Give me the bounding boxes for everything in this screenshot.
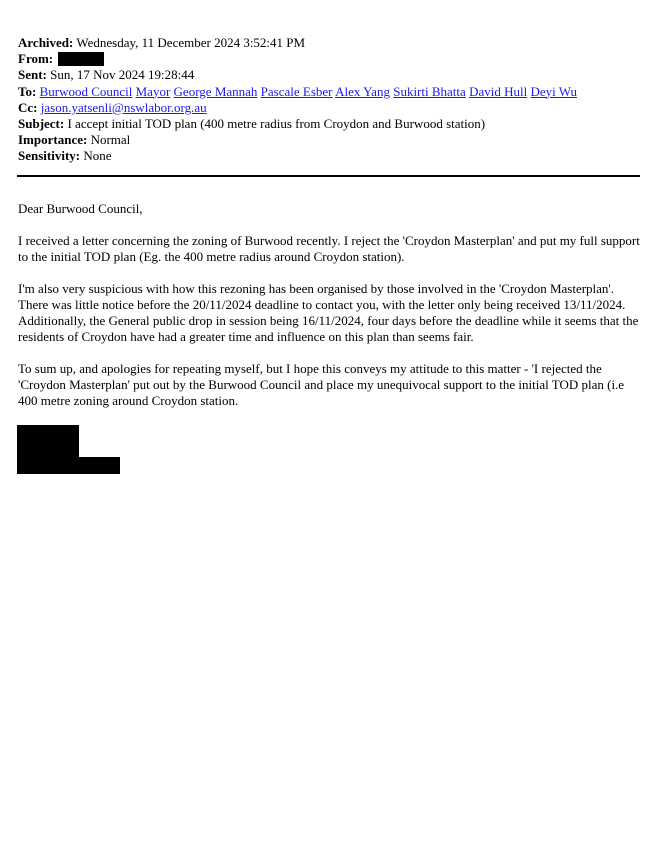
archived-label: Archived: [18, 35, 74, 50]
body-paragraph: I received a letter concerning the zoning of Burwood recently. I reject the 'Croydon Masterplan' and put my full support to the initial TOD plan (Eg. the 400 metre radius around Croydon station). [18, 233, 640, 264]
archived-value: Wednesday, 11 December 2024 3:52:41 PM [76, 35, 306, 50]
recipient-alex-yang[interactable]: Alex Yang [335, 83, 390, 99]
sent-row [18, 67, 648, 83]
to-label: To: [18, 83, 37, 99]
cc-row [18, 100, 648, 116]
recipient-mayor[interactable]: Mayor [135, 83, 171, 99]
recipient-burwood-council[interactable]: Burwood Council [39, 83, 133, 99]
from-redaction [58, 52, 104, 66]
email-header [18, 35, 648, 165]
recipient-sukirti-bhatta[interactable]: Sukirti Bhatta [393, 83, 466, 99]
recipient-david-hull[interactable]: David Hull [469, 83, 528, 99]
importance-label: Importance: [18, 132, 88, 148]
signature-redaction [17, 425, 120, 474]
recipient-george-mannah[interactable]: George Mannah [173, 83, 258, 99]
email-body [18, 201, 646, 425]
signature-redaction-top [17, 425, 79, 457]
subject-value: I accept initial TOD plan (400 metre radius from Croydon and Burwood station) [67, 115, 486, 131]
to-row [18, 84, 648, 100]
importance-row [18, 132, 648, 148]
body-paragraph: To sum up, and apologies for repeating myself, but I hope this conveys my attitude to this matter - 'I rejected the 'Croydon Masterplan' put out by the Burwood Council and place my unequivocal support to the initial TOD plan (i.e 400 metre zoning around Croydon station. [18, 361, 625, 408]
sensitivity-value: None [83, 148, 112, 164]
header-divider [17, 175, 640, 177]
sensitivity-label: Sensitivity: [18, 148, 81, 164]
cc-label: Cc: [18, 99, 38, 115]
sent-label: Sent: [18, 67, 47, 83]
recipient-pascale-esber[interactable]: Pascale Esber [260, 83, 333, 99]
from-label: From: [18, 51, 54, 67]
importance-value: Normal [90, 132, 131, 148]
subject-row [18, 116, 648, 132]
archived-row [18, 35, 648, 51]
cc-email-link[interactable]: jason.yatsenli@nswlabor.org.au [40, 99, 207, 115]
sent-value: Sun, 17 Nov 2024 19:28:44 [50, 67, 195, 83]
greeting: Dear Burwood Council, [18, 201, 143, 216]
body-paragraph: I'm also very suspicious with how this rezoning has been organised by those involved in the 'Croydon Masterplan'. There was little notice before the 20/11/2024 deadline to contact you, with the letter only being received 13/11/2024. Additionally, the General public drop in session being 16/11/2024, four days before the deadline while it seems that the residents of Croydon have had a greater time and influence on this plan than seems fair. [18, 281, 639, 344]
sensitivity-row [18, 148, 648, 164]
signature-redaction-bottom [17, 457, 120, 474]
from-row [18, 51, 648, 67]
subject-label: Subject: [18, 115, 65, 131]
recipient-deyi-wu[interactable]: Deyi Wu [530, 83, 577, 99]
